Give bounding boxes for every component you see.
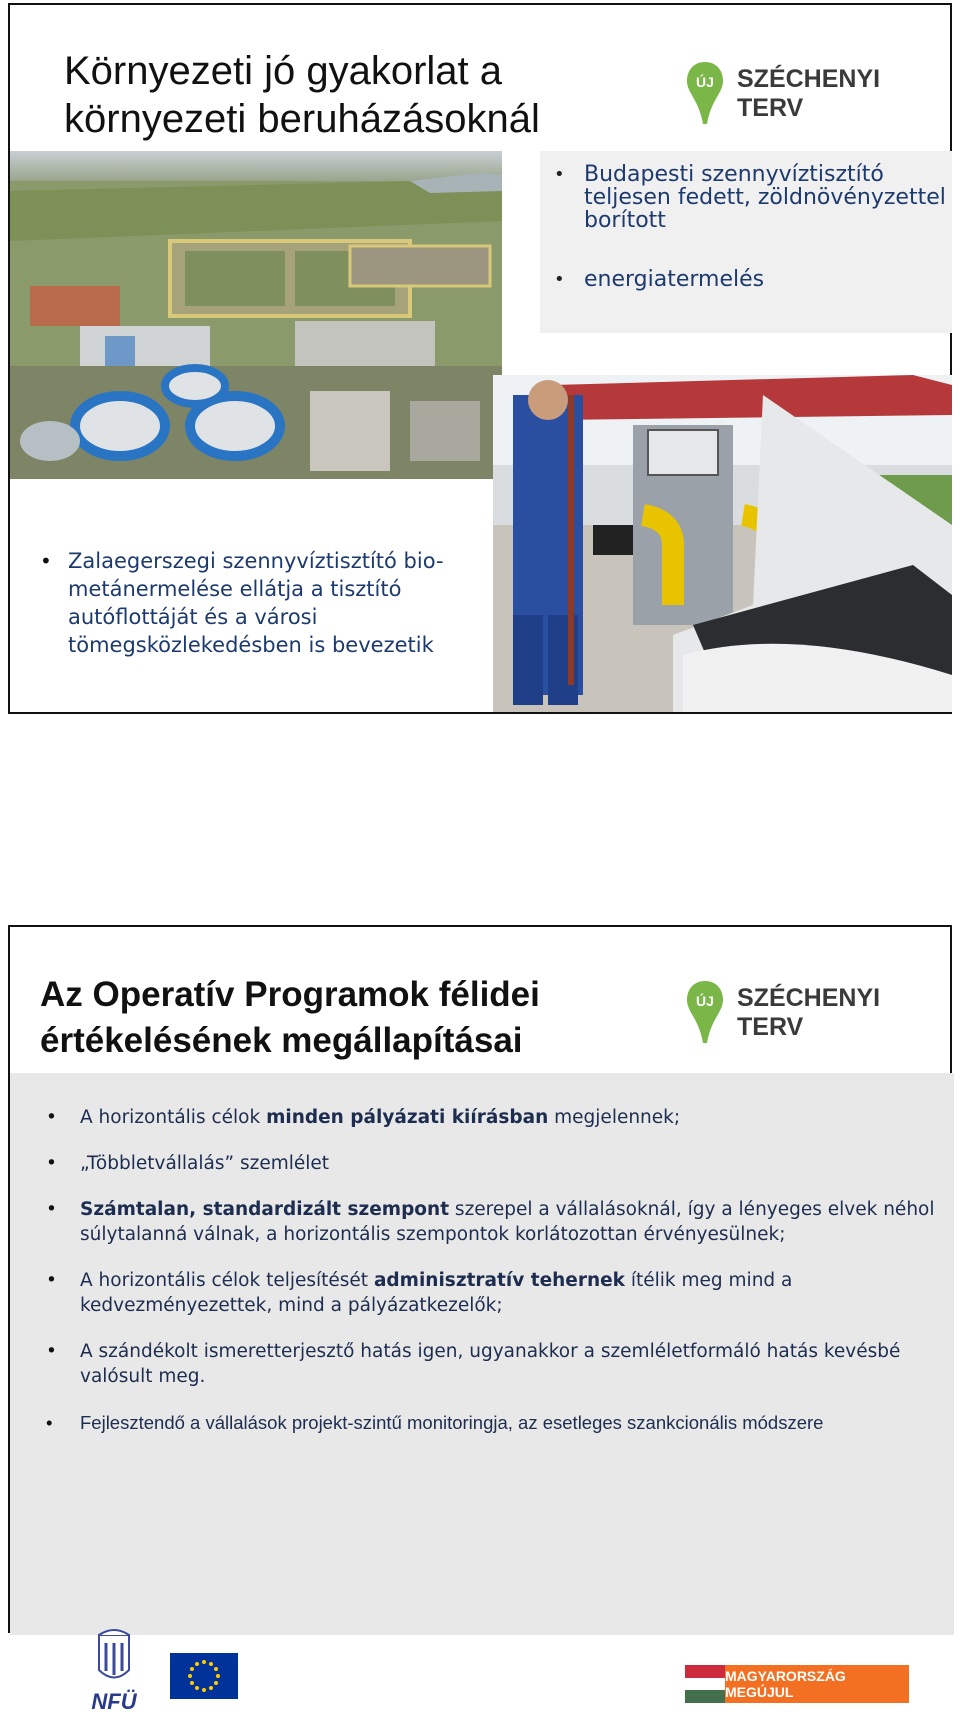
bullet-energiatermeles: • energiatermelés [554,268,952,291]
title-line-1: Környezeti jó gyakorlat a [64,49,503,93]
logo-text: SZÉCHENYI TERV [737,65,881,122]
hungarian-flag-icon [685,1665,725,1703]
finding-item: • A horizontális célok teljesítését adminisztratív tehernek ítélik meg mind a kedvezményezettek, mind a pályázatkezelők; [40,1268,940,1318]
szechenyi-terv-logo [685,60,950,128]
title-line-2: környezeti beruházásoknál [64,97,540,141]
finding-item: • Számtalan, standardizált szempont szerepel a vállalásoknál, így a lényeges elvek néhol súlytalanná válnak, a horizontális szempontok korlátozottan érvényesülnek; [40,1197,940,1247]
bullet-budapest: • Budapesti szennyvíztisztító teljesen fedett, zöldnövényzettel borított [554,163,952,232]
findings-list [40,1105,940,1456]
szechenyi-terv-logo [685,979,950,1047]
bullet-zalaegerszeg: • Zalaegerszegi szennyvíztisztító bio-metánermelése ellátja a tisztító autóflottáját és a városi tömegsközlekedésben is bevezetik [38,547,490,659]
slide-2-title [40,972,540,1064]
slide-2-body [10,1073,954,1714]
zalaegerszeg-textbox [28,517,490,703]
nfu-logo [84,1625,144,1717]
finding-item: • A szándékolt ismeretterjesztő hatás igen, ugyanakkor a szemléletformáló hatás kevésbé valósult meg. [40,1339,940,1389]
slide-1-title [64,47,540,143]
finding-item-last: • Fejlesztendő a vállalások projekt-szintű monitoringja, az esetleges szankcionális módszere [40,1410,940,1435]
budapest-textbox [540,151,952,333]
slide-1 [8,3,952,714]
map-pin-icon [685,60,725,128]
eu-flag-icon [170,1653,238,1699]
svg-text:ÚJ: ÚJ [696,993,714,1009]
finding-item: • A horizontális célok minden pályázati kiírásban megjelennek; [40,1105,940,1130]
map-pin-icon [685,979,725,1047]
svg-text:ÚJ: ÚJ [696,74,714,90]
magyarorszag-megujul-logo [685,1665,909,1703]
title-line-2: értékelésének megállapításai [40,1021,523,1060]
mm-logo-text: MAGYARORSZÁG MEGÚJUL [725,1665,909,1703]
aerial-photo-treatment-plant [10,151,502,479]
slide-2 [8,925,952,1714]
title-line-1: Az Operatív Programok félidei [40,975,540,1014]
logo-text: SZÉCHENYI TERV [737,984,881,1041]
finding-item: • „Többletvállalás” szemlélet [40,1151,940,1176]
photo-biomethane-fueling [493,375,952,712]
svg-text:NFÜ: NFÜ [91,1689,137,1714]
